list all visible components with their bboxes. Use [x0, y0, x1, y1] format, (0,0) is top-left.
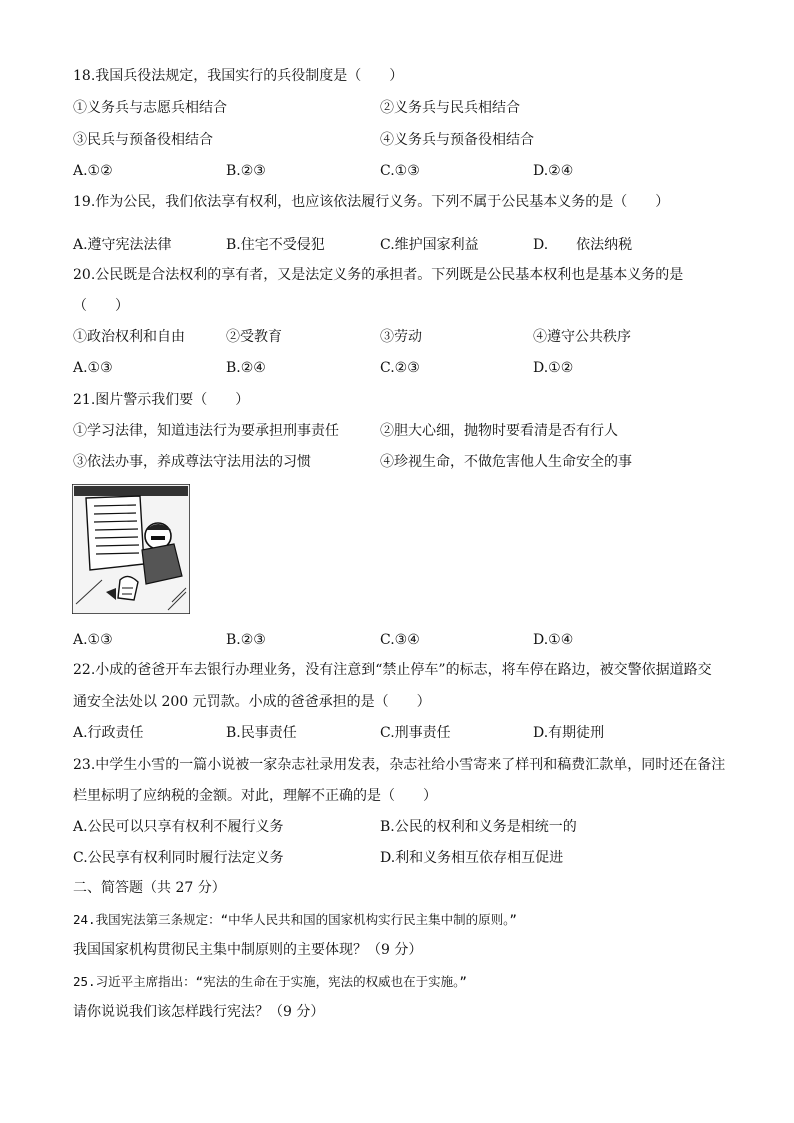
- q22-stem-cont: 通安全法处以 200 元罚款。小成的爸爸承担的是（ ）: [73, 694, 431, 710]
- q19-option-c: C.维护国家利益: [380, 237, 479, 253]
- q23-stem-cont: 栏里标明了应纳税的金额。对此，理解不正确的是（ ）: [73, 788, 437, 804]
- q23-stem: 23.中学生小雪的一篇小说被一家杂志社录用发表，杂志社给小雪寄来了样刊和稿费汇款单，同时还在备注: [73, 757, 726, 773]
- q21-item-3: ③依法办事，养成尊法守法用法的习惯: [73, 454, 311, 470]
- q21-option-b: B.②③: [226, 632, 266, 648]
- q21-option-d: D.①④: [533, 632, 574, 648]
- q20-item-1: ①政治权利和自由: [73, 329, 185, 345]
- q20-option-a: A.①③: [73, 360, 113, 376]
- q22-option-a: A.行政责任: [73, 725, 144, 741]
- q18-item-2: ②义务兵与民兵相结合: [380, 100, 520, 116]
- q21-option-c: C.③④: [380, 632, 420, 648]
- q20-item-4: ④遵守公共秩序: [533, 329, 631, 345]
- q23-option-a: A.公民可以只享有权利不履行义务: [73, 819, 284, 835]
- q20-stem: 20.公民既是合法权利的享有者，又是法定义务的承担者。下列既是公民基本权利也是基本义务的是: [73, 267, 684, 283]
- q19-option-b: B.住宅不受侵犯: [226, 237, 325, 253]
- q22-option-d: D.有期徒刑: [533, 725, 605, 741]
- q19-stem: 19.作为公民，我们依法享有权利，也应该依法履行义务。下列不属于公民基本义务的是（ ）: [73, 194, 670, 210]
- q20-stem-cont: （ ）: [73, 298, 129, 314]
- q21-item-2: ②胆大心细，抛物时要看清是否有行人: [380, 423, 618, 439]
- q19-option-a: A.遵守宪法法律: [73, 237, 172, 253]
- q23-option-d: D.利和义务相互依存相互促进: [380, 850, 564, 866]
- q25-quote: 25.习近平主席指出：“宪法的生命在于实施，宪法的权威也在于实施。”: [73, 974, 467, 989]
- q22-stem: 22.小成的爸爸开车去银行办理业务，没有注意到“禁止停车”的标志，将车停在路边，被交警依据道路交: [73, 662, 712, 678]
- q21-item-1: ①学习法律，知道违法行为要承担刑事责任: [73, 423, 339, 439]
- q20-option-c: C.②③: [380, 360, 420, 376]
- warning-cartoon-image: [72, 484, 190, 614]
- q23-option-c: C.公民享有权利同时履行法定义务: [73, 850, 284, 866]
- q20-item-3: ③劳动: [380, 329, 422, 345]
- q25-question: 请你说说我们该怎样践行宪法？（9 分）: [73, 1004, 325, 1020]
- q21-stem: 21.图片警示我们要（ ）: [73, 392, 250, 408]
- q24-question: 我国国家机构贯彻民主集中制原则的主要体现？（9 分）: [73, 942, 423, 958]
- q23-option-b: B.公民的权利和义务是相统一的: [380, 819, 577, 835]
- q19-option-d: D. 依法纳税: [533, 237, 633, 253]
- section-title: 二、简答题（共 27 分）: [73, 880, 226, 896]
- q18-option-a: A.①②: [73, 163, 113, 179]
- q18-option-b: B.②③: [226, 163, 266, 179]
- q18-item-1: ①义务兵与志愿兵相结合: [73, 100, 227, 116]
- q18-option-c: C.①③: [380, 163, 420, 179]
- q18-item-3: ③民兵与预备役相结合: [73, 132, 213, 148]
- q20-option-d: D.①②: [533, 360, 574, 376]
- q18-item-4: ④义务兵与预备役相结合: [380, 132, 534, 148]
- q22-option-b: B.民事责任: [226, 725, 297, 741]
- q21-item-4: ④珍视生命，不做危害他人生命安全的事: [380, 454, 632, 470]
- q18-stem: 18.我国兵役法规定，我国实行的兵役制度是（ ）: [73, 68, 404, 84]
- q21-option-a: A.①③: [73, 632, 113, 648]
- q20-item-2: ②受教育: [226, 329, 282, 345]
- q24-quote: 24.我国宪法第三条规定：“中华人民共和国的国家机构实行民主集中制的原则。”: [73, 912, 517, 927]
- q22-option-c: C.刑事责任: [380, 725, 451, 741]
- q18-option-d: D.②④: [533, 163, 574, 179]
- q20-option-b: B.②④: [226, 360, 266, 376]
